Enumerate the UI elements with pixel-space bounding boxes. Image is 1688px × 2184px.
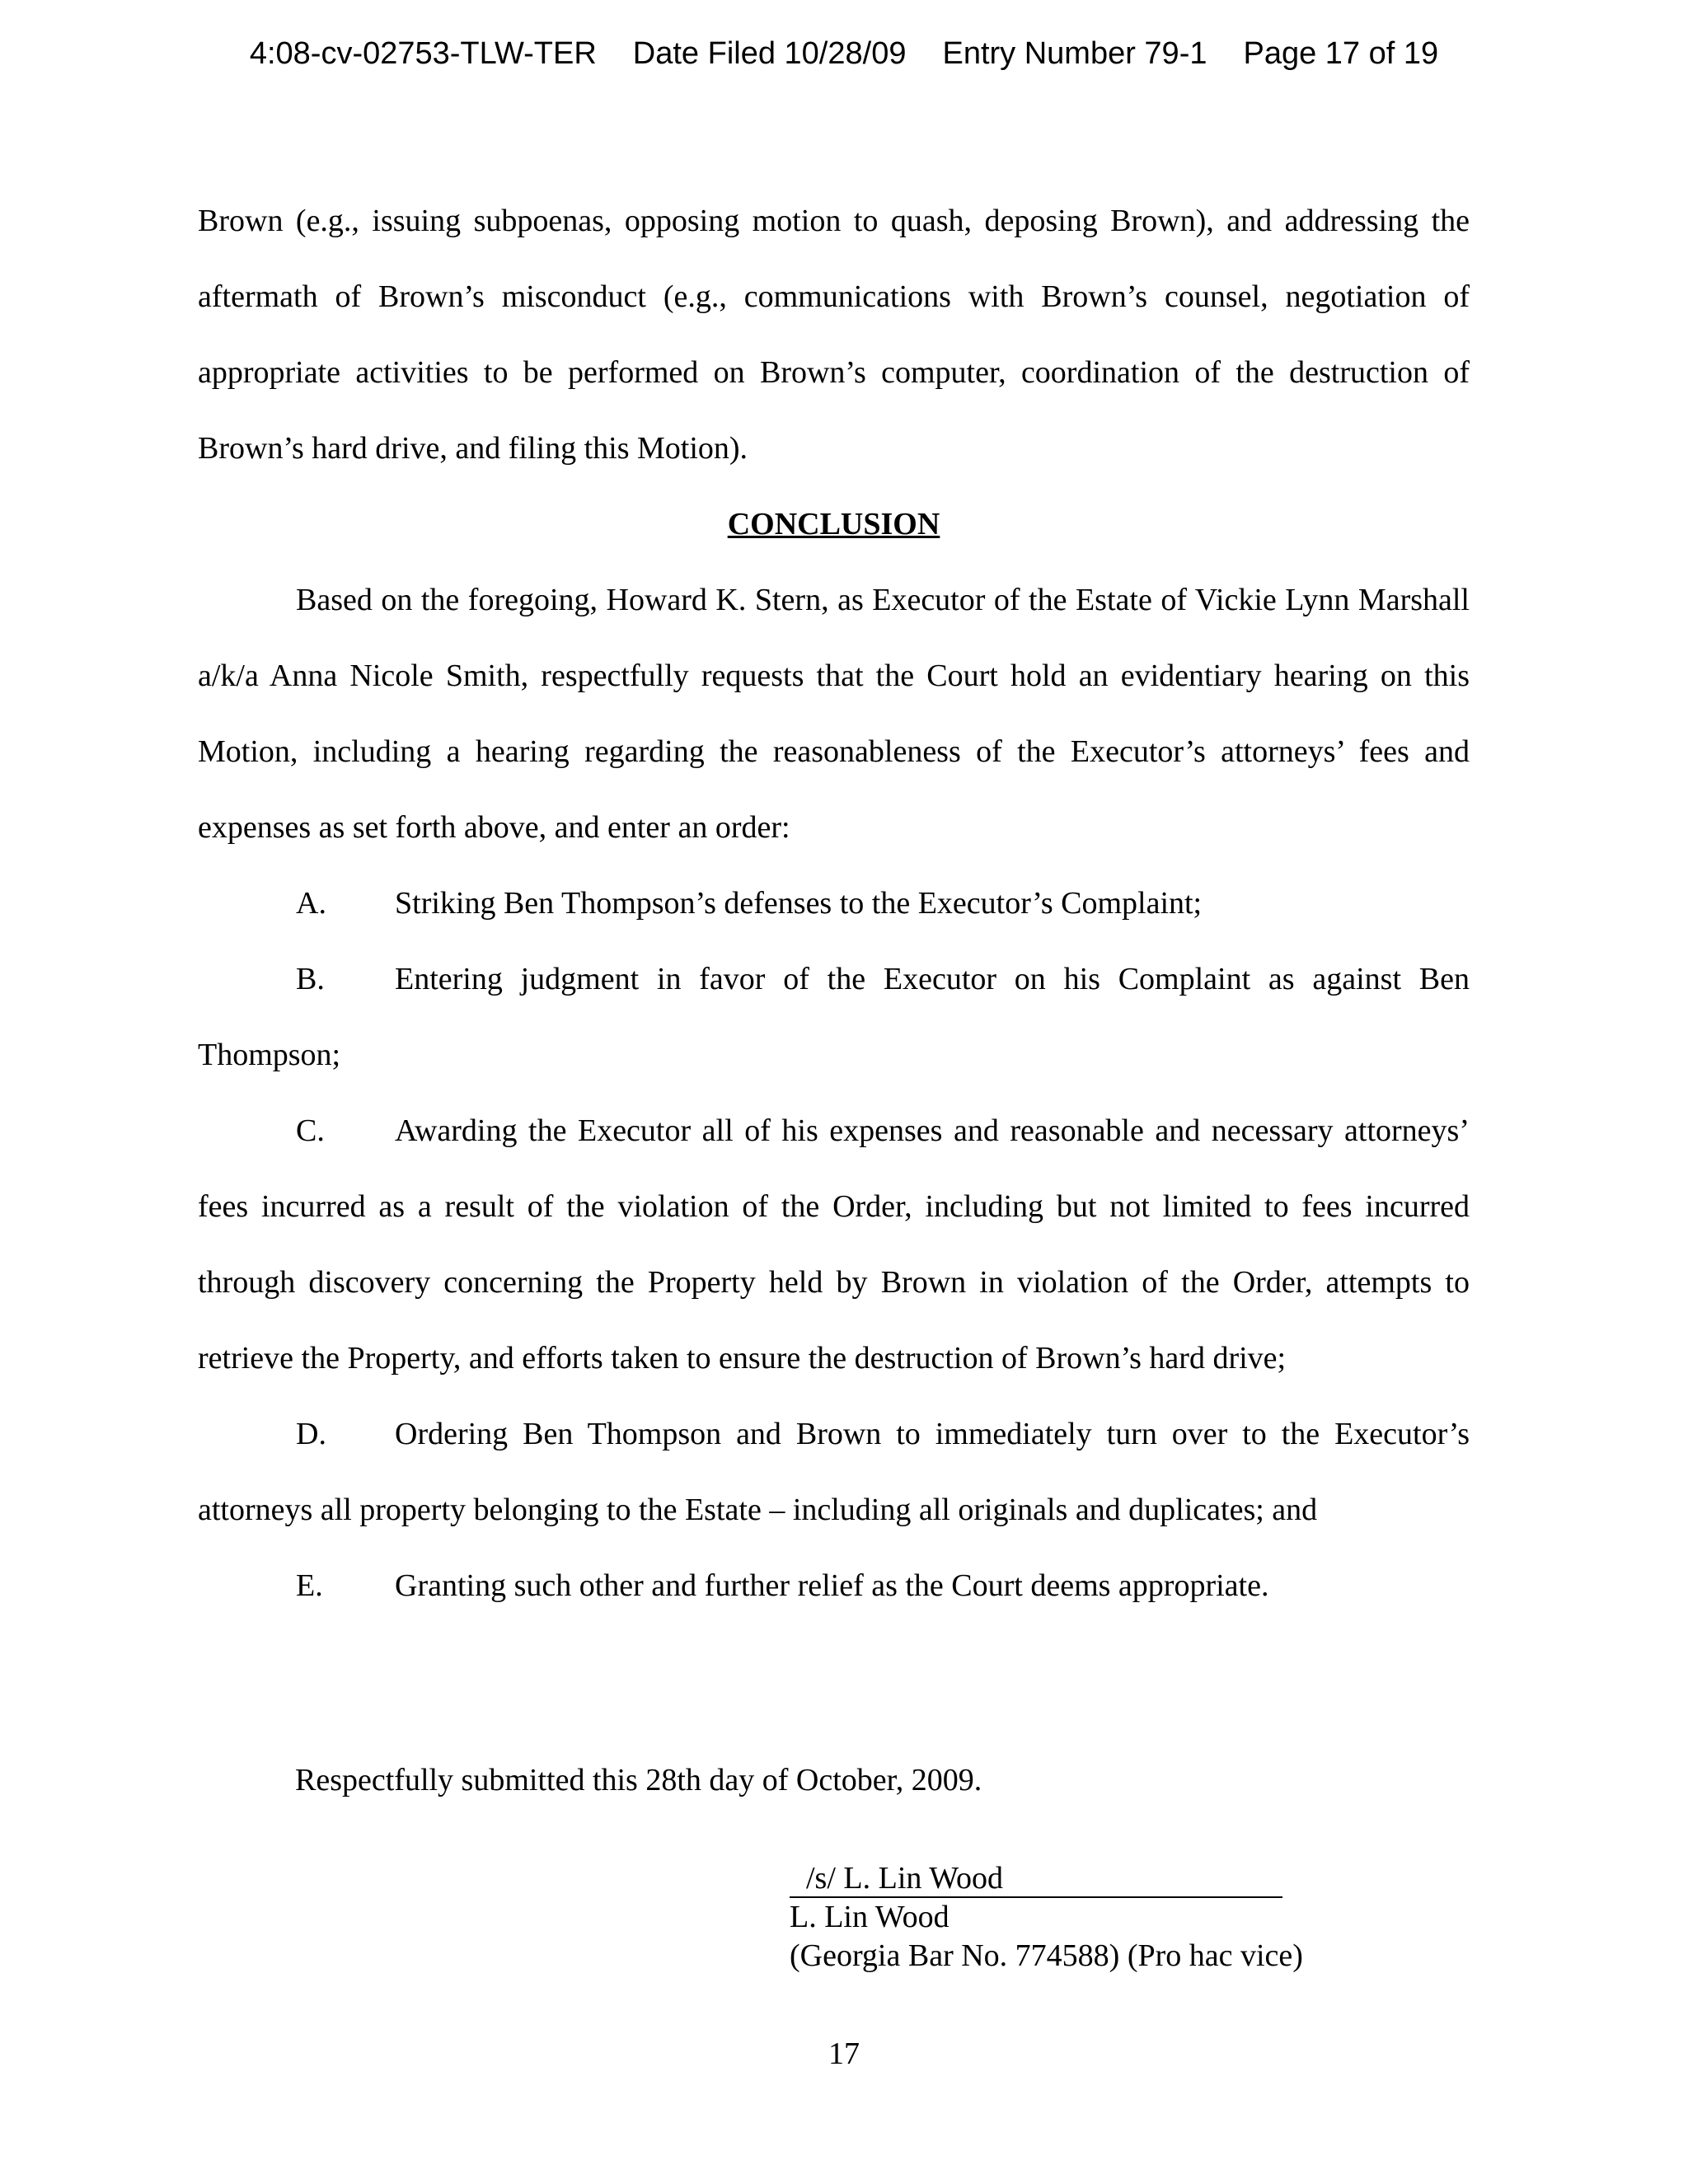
page-number: 17 xyxy=(828,2036,860,2071)
item-text: Awarding the Executor all of his expenses and reasonable and necessary attorneys’ fees incurred as a result of the violation of the Order, including but not limited to fees incurred through discovery concerning the Property held by Brown in violation of the Order, attempts to retrieve the Property, and efforts taken to ensure the destruction of Brown’s hard drive; xyxy=(198,1113,1470,1376)
item-letter: E. xyxy=(296,1568,323,1603)
item-text: Granting such other and further relief as the Court deems appropriate. xyxy=(395,1568,1269,1603)
page-of: Page 17 of 19 xyxy=(1243,36,1439,71)
list-item-a xyxy=(198,865,1470,941)
item-letter: D. xyxy=(296,1417,326,1451)
list-item-c xyxy=(198,1093,1470,1396)
item-text: Entering judgment in favor of the Executor on his Complaint as against Ben Thompson; xyxy=(198,962,1470,1072)
bar-number: (Georgia Bar No. 774588) (Pro hac vice) xyxy=(790,1938,1303,1973)
signature-block xyxy=(790,1859,1303,1975)
intro-paragraph: Brown (e.g., issuing subpoenas, opposing motion to quash, deposing Brown), and addressing the aftermath of Brown’s misconduct (e.g., communications with Brown’s counsel, negotiation of appropriate activities to be performed on Brown’s computer, coordination of the destruction of Brown’s hard drive, and filing this Motion). xyxy=(198,204,1470,466)
list-item-b xyxy=(198,941,1470,1093)
conclusion-paragraph: Based on the foregoing, Howard K. Stern, as Executor of the Estate of Vickie Lynn Marshall a/k/a Anna Nicole Smith, respectfully requests that the Court hold an evidentiary hearing on this Motion, including a hearing regarding the reasonableness of the Executor’s attorneys’ fees and expenses as set forth above, and enter an order: xyxy=(198,583,1470,845)
list-item-e xyxy=(198,1548,1470,1624)
signature-line: /s/ L. Lin Wood xyxy=(790,1860,1282,1898)
entry-number: Entry Number 79-1 xyxy=(942,36,1207,71)
item-letter: A. xyxy=(296,886,326,921)
item-text: Striking Ben Thompson’s defenses to the Executor’s Complaint; xyxy=(395,886,1203,921)
item-letter: C. xyxy=(296,1113,325,1148)
conclusion-heading: CONCLUSION xyxy=(727,507,940,541)
document-header xyxy=(0,36,1688,72)
document-body xyxy=(198,183,1470,1624)
case-number: 4:08-cv-02753-TLW-TER xyxy=(249,36,597,71)
list-item-d xyxy=(198,1396,1470,1548)
item-text: Ordering Ben Thompson and Brown to immediately turn over to the Executor’s attorneys all property belonging to the Estate – including all originals and duplicates; and xyxy=(198,1417,1470,1527)
item-letter: B. xyxy=(296,962,325,996)
date-filed: Date Filed 10/28/09 xyxy=(632,36,907,71)
signer-name: L. Lin Wood xyxy=(790,1900,950,1934)
submitted-line: Respectfully submitted this 28th day of October, 2009. xyxy=(295,1763,982,1797)
